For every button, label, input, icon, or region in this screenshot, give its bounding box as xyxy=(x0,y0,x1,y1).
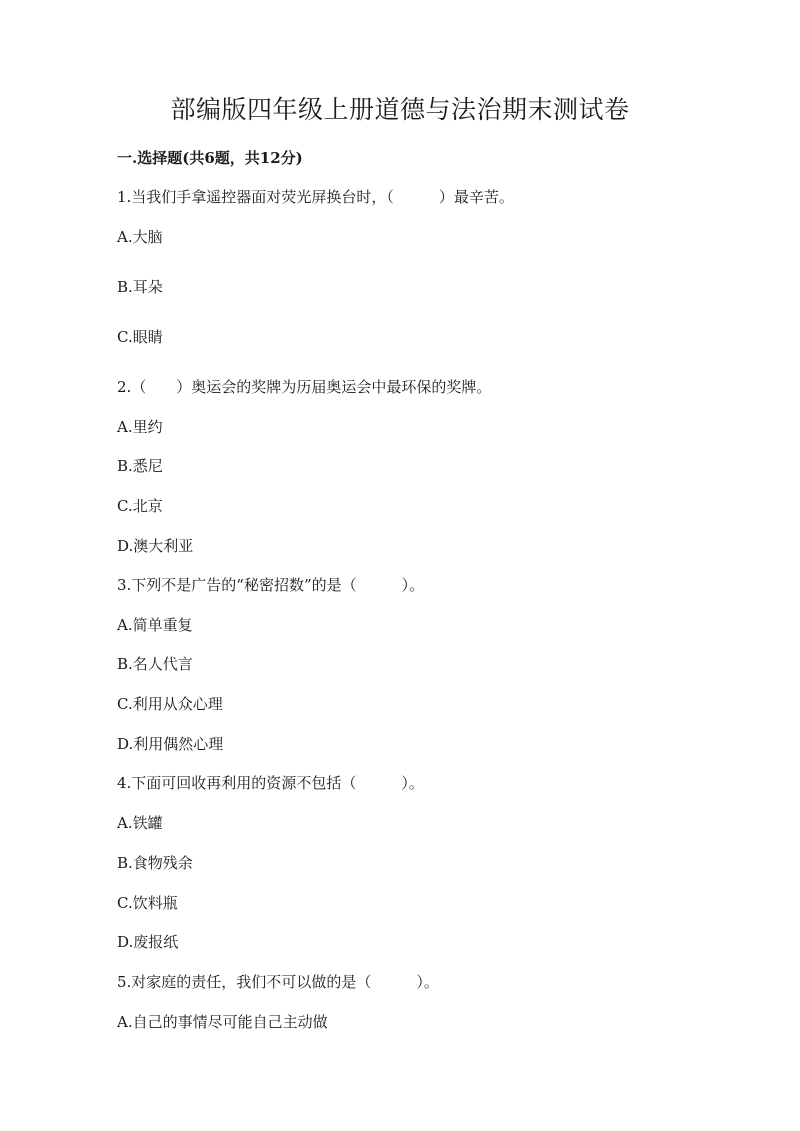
answer-option: C.北京 xyxy=(117,497,163,515)
answer-option: C.眼睛 xyxy=(117,328,163,346)
answer-option: B.悉尼 xyxy=(117,457,163,475)
answer-option: A.大脑 xyxy=(117,228,163,246)
page-title: 部编版四年级上册道德与法治期末测试卷 xyxy=(170,95,630,124)
answer-option: C.饮料瓶 xyxy=(117,894,178,912)
answer-option: D.废报纸 xyxy=(117,933,179,951)
question-stem: 1.当我们手拿遥控器面对荧光屏换台时，（ ）最辛苦。 xyxy=(117,188,514,206)
answer-option: D.利用偶然心理 xyxy=(117,735,224,753)
answer-option: C.利用从众心理 xyxy=(117,695,223,713)
question-stem: 5.对家庭的责任，我们不可以做的是（ ）。 xyxy=(117,973,439,991)
answer-option: D.澳大利亚 xyxy=(117,537,194,555)
section-heading: 一.选择题(共6题，共12分) xyxy=(117,149,303,167)
answer-option: A.里约 xyxy=(117,418,163,436)
question-stem: 2.（ ）奥运会的奖牌为历届奥运会中最环保的奖牌。 xyxy=(117,378,492,396)
answer-option: B.耳朵 xyxy=(117,278,163,296)
answer-option: B.食物残余 xyxy=(117,854,193,872)
question-stem: 4.下面可回收再利用的资源不包括（ ）。 xyxy=(117,774,424,792)
answer-option: A.自己的事情尽可能自己主动做 xyxy=(117,1013,328,1031)
answer-option: B.名人代言 xyxy=(117,655,193,673)
question-stem: 3.下列不是广告的“秘密招数”的是（ ）。 xyxy=(117,576,425,594)
answer-option: A.铁罐 xyxy=(117,814,163,832)
answer-option: A.简单重复 xyxy=(117,616,193,634)
